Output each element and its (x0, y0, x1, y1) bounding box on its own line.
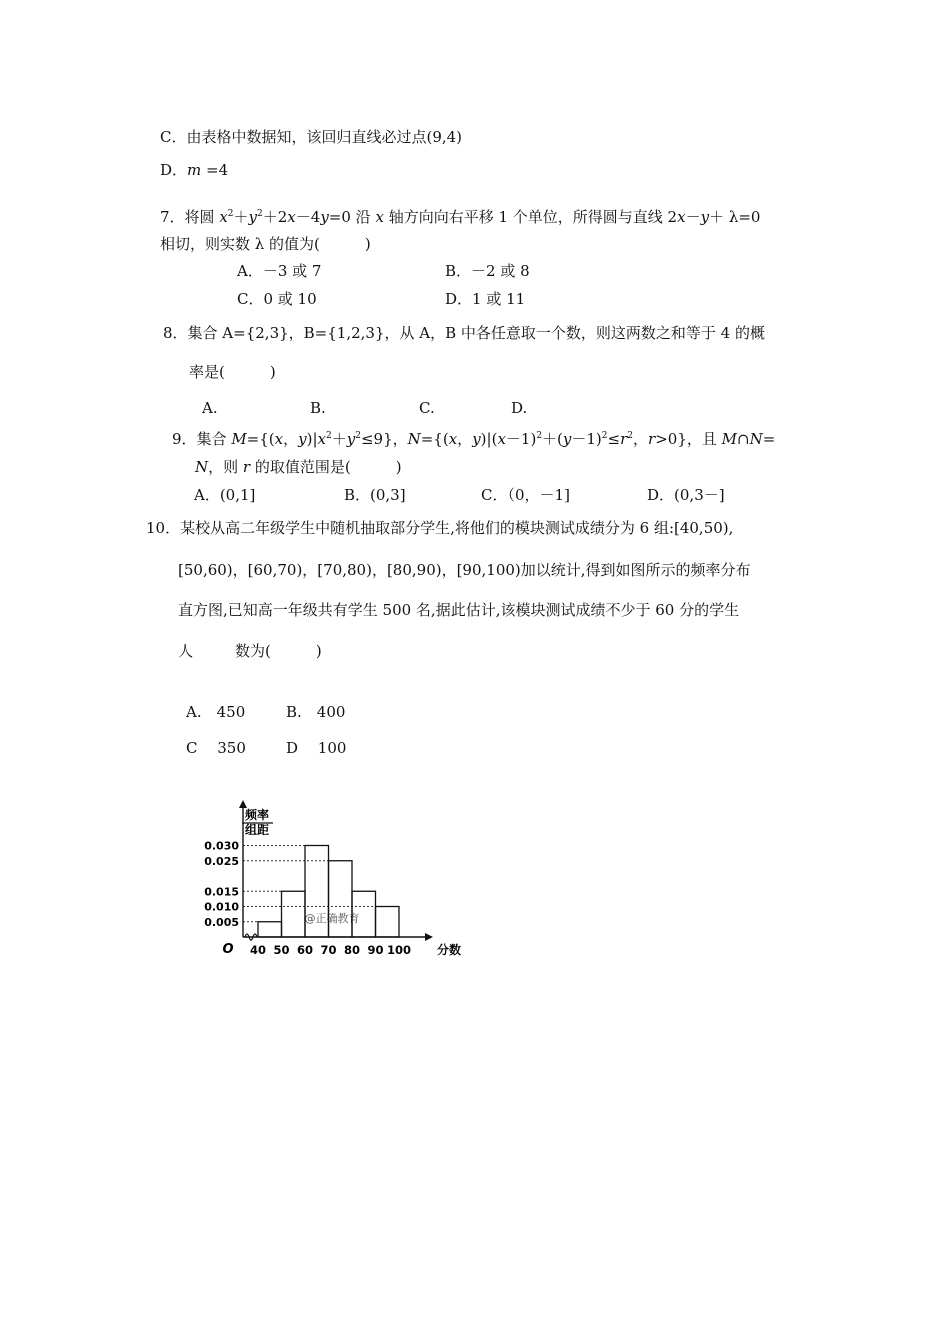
y-axis-arrow (239, 800, 247, 808)
q10-stem-line2: [50,60)，[60,70)，[70,80)，[80,90)，[90,100)加以统计,得到如图所示的频率分布 (178, 561, 751, 579)
q7-option-d: D．1 或 11 (445, 290, 526, 308)
y-tick-label: 0.025 (204, 854, 239, 868)
q10-option-a: A. 450 (186, 703, 246, 721)
q7-option-a: A．－3 或 7 (237, 262, 322, 280)
histogram-bar (258, 922, 282, 937)
q7-option-b: B．－2 或 8 (445, 262, 530, 280)
q10-stem-line1: 10．某校从高二年级学生中随机抽取部分学生,将他们的模块测试成绩分为 6 组:[40,50), (146, 519, 734, 537)
x-tick-label: 90 (367, 943, 384, 957)
q9-option-a: A．(0,1] (194, 486, 256, 504)
y-tick-label: 0.030 (204, 839, 239, 853)
q10-stem-line4b: 数为( ) (235, 642, 322, 660)
q10-stem-line4a: 人 (178, 642, 194, 660)
x-axis-label: 分数 (437, 943, 462, 957)
watermark: @正确教育 (304, 912, 360, 925)
y-tick-label: 0.005 (204, 915, 239, 929)
q10-stem-line3: 直方图,已知高一年级共有学生 500 名,据此估计,该模块测试成绩不少于 60 分的学生 (178, 601, 740, 619)
y-tick-label: 0.010 (204, 900, 239, 914)
q8-option-b: B. (310, 399, 326, 417)
x-tick-label: 50 (273, 943, 290, 957)
q10-option-c: C 350 (186, 739, 246, 757)
histogram-bar (376, 907, 400, 938)
q6-option-c: C．由表格中数据知，该回归直线必过点(9,4) (160, 128, 463, 146)
q6-option-d: D．m =4 (160, 161, 229, 179)
x-tick-label: 80 (343, 943, 361, 957)
q7-option-c: C．0 或 10 (237, 290, 317, 308)
y-tick-label: 0.015 (204, 885, 239, 899)
q7-stem-line1: 7．将圆 $x^2+y^2+2x-4y=0$ 沿 x 轴方向向右平移 1 个单位，所得圆与直线 2x－y＋ λ=0 (160, 208, 761, 226)
q9-option-c: C．（0，－1] (481, 486, 570, 504)
histogram-bar (282, 891, 306, 937)
q8-option-c: C. (419, 399, 435, 417)
x-tick-label: 40 (249, 943, 267, 957)
y-axis-label-bottom: 组距 (244, 823, 270, 837)
histogram-bar (329, 861, 353, 937)
x-axis-arrow (425, 933, 433, 941)
q9-option-b: B．(0,3] (344, 486, 406, 504)
q9-stem-line1: 9．集合 M={(x，$y)|x^2+y^2\le 9$}，N={(x，$y)|(x-1)^2+(y-1)^2\le r^2$，r>0}，且 M∩N= (172, 430, 776, 448)
q8-option-d: D. (511, 399, 528, 417)
q10-option-d: D 100 (286, 739, 347, 757)
q9-stem-line2: N，则 r 的取值范围是( ) (195, 458, 402, 476)
q7-stem-line2: 相切，则实数 λ 的值为( ) (160, 235, 371, 253)
frequency-histogram (195, 800, 475, 970)
x-tick-label: 70 (320, 943, 337, 957)
x-tick-label: 60 (296, 943, 314, 957)
q8-option-a: A. (202, 399, 218, 417)
q8-stem-line1: 8．集合 A={2,3}，B={1,2,3}，从 A，B 中各任意取一个数，则这两数之和等于 4 的概 (163, 324, 765, 342)
q8-stem-line2: 率是( ) (189, 363, 276, 381)
q9-option-d: D．(0,3－] (647, 486, 725, 504)
origin-label: O (222, 942, 234, 957)
y-axis-label-top: 频率 (244, 808, 270, 822)
q10-option-b: B. 400 (286, 703, 346, 721)
x-tick-label: 100 (386, 943, 412, 957)
